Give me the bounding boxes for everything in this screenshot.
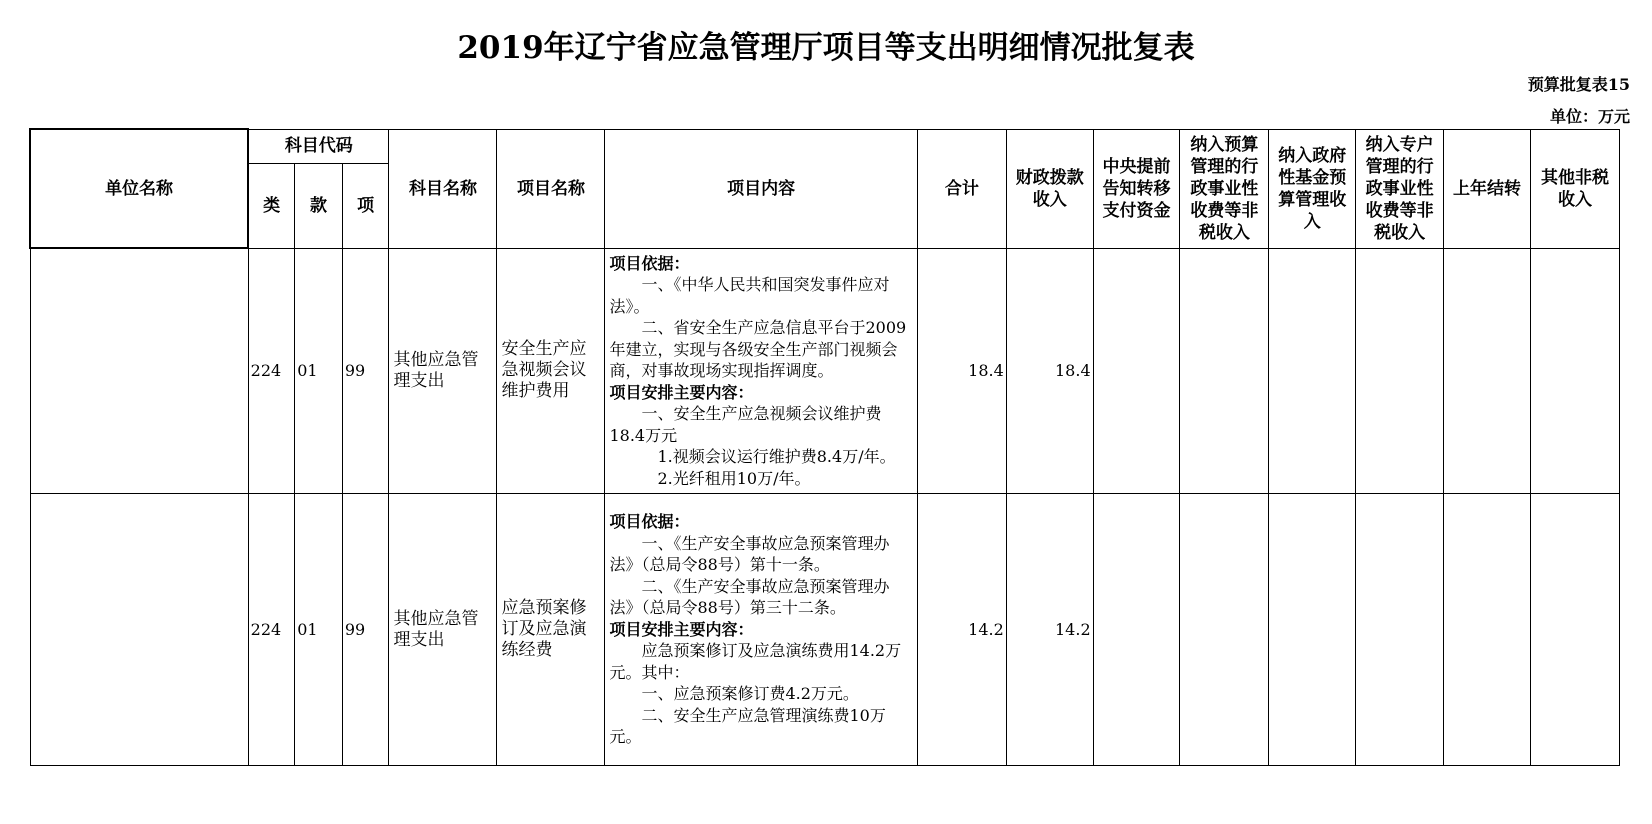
header-total: 合计 [917, 129, 1006, 248]
content-line: 一、应急预案修订费4.2万元。 [641, 684, 859, 704]
cell-total: 14.2 [917, 494, 1006, 766]
content-line: 一、安全生产应急视频会议维护费18.4万元 [609, 404, 882, 445]
unit-label: 单位：万元 [1549, 107, 1630, 126]
approval-table [29, 128, 1620, 766]
cell-budget-nontax [1180, 248, 1269, 494]
content-line: 二、省安全生产应急信息平台于2009年建立，实现与各级安全生产部门视频会商，对事故现场实现指挥调度。 [609, 318, 907, 380]
content-line: 二、《生产安全事故应急预案管理办法》（总局令88号）第三十二条。 [609, 576, 890, 618]
cell-project-name [497, 494, 605, 766]
cell-budget-nontax [1180, 494, 1269, 766]
cell-carryover [1444, 248, 1531, 494]
cell-subject-name [389, 248, 497, 494]
cell-central [1093, 248, 1180, 494]
cell-project-name [497, 248, 605, 494]
header-lei: 类 [248, 163, 295, 248]
header-carryover: 上年结转 [1444, 129, 1531, 248]
cell-subject-name [389, 494, 497, 766]
cell-unit-name [30, 494, 248, 766]
cell-unit-name [30, 248, 248, 494]
header-gov-fund-text: 纳入政府性基金预算管理收入 [1278, 145, 1347, 232]
cell-other-nontax [1530, 494, 1619, 766]
cell-carryover [1444, 494, 1531, 766]
header-project-name: 项目名称 [497, 129, 605, 248]
header-special-nontax [1356, 129, 1444, 248]
content-heading: 项目依据： [609, 253, 690, 273]
cell-xiang: 99 [342, 248, 389, 494]
content-heading: 项目安排主要内容： [609, 382, 754, 402]
cell-special-nontax [1356, 494, 1444, 766]
header-xiang: 项 [342, 163, 389, 248]
header-central [1093, 129, 1180, 248]
cell-project-content [605, 494, 917, 766]
content-line: 一、《生产安全事故应急预案管理办法》（总局令88号）第十一条。 [609, 533, 890, 575]
content-line: 应急预案修订及应急演练费用14.2万元。其中： [609, 641, 902, 682]
cell-special-nontax [1356, 248, 1444, 494]
cell-gov-fund [1269, 248, 1356, 494]
cell-lei: 224 [248, 494, 295, 766]
header-budget-nontax-text: 纳入预算管理的行政事业性收费等非税收入 [1190, 134, 1259, 243]
content-line: 一、《中华人民共和国突发事件应对法》。 [609, 275, 890, 316]
cell-central [1093, 494, 1180, 766]
table-row [30, 494, 1620, 766]
project-name-text: 安全生产应急视频会议维护费用 [501, 339, 587, 402]
content-line: 2.光纤租用10万/年。 [657, 468, 811, 488]
content-line: 二、安全生产应急管理演练费10万元。 [609, 705, 886, 747]
cell-fiscal: 18.4 [1006, 248, 1093, 494]
content-heading: 项目安排主要内容： [609, 619, 754, 639]
content-heading: 项目依据： [609, 512, 690, 532]
subject-name-text: 其他应急管理支出 [393, 608, 479, 650]
cell-gov-fund [1269, 494, 1356, 766]
table-row [30, 248, 1620, 494]
cell-fiscal: 14.2 [1006, 494, 1093, 766]
header-fiscal-text: 财政拨款收入 [1015, 167, 1084, 210]
cell-xiang: 99 [342, 494, 389, 766]
cell-total: 18.4 [917, 248, 1006, 494]
content-line: 1.视频会议运行维护费8.4万/年。 [657, 447, 896, 466]
cell-lei: 224 [248, 248, 295, 494]
page-title: 2019年辽宁省应急管理厅项目等支出明细情况批复表 [457, 30, 1195, 66]
header-subject-code: 科目代码 [248, 129, 389, 163]
header-subject-name: 科目名称 [389, 129, 497, 248]
project-name-text: 应急预案修订及应急演练经费 [501, 598, 587, 660]
header-unit-name: 单位名称 [30, 129, 248, 248]
header-budget-nontax [1180, 129, 1269, 248]
subject-name-text: 其他应急管理支出 [393, 349, 479, 391]
cell-other-nontax [1530, 248, 1619, 494]
header-other-nontax [1530, 129, 1619, 248]
header-gov-fund [1269, 129, 1356, 248]
header-project-content: 项目内容 [605, 129, 917, 248]
header-other-nontax-text: 其他非税收入 [1540, 167, 1609, 210]
table-number: 预算批复表15 [1527, 75, 1630, 94]
header-central-text: 中央提前告知转移支付资金 [1102, 156, 1171, 221]
header-kuan: 款 [295, 163, 343, 248]
header-fiscal [1006, 129, 1093, 248]
cell-kuan: 01 [295, 248, 343, 494]
header-special-nontax-text: 纳入专户管理的行政事业性收费等非税收入 [1365, 134, 1434, 243]
cell-project-content [605, 248, 917, 494]
cell-kuan: 01 [295, 494, 343, 766]
